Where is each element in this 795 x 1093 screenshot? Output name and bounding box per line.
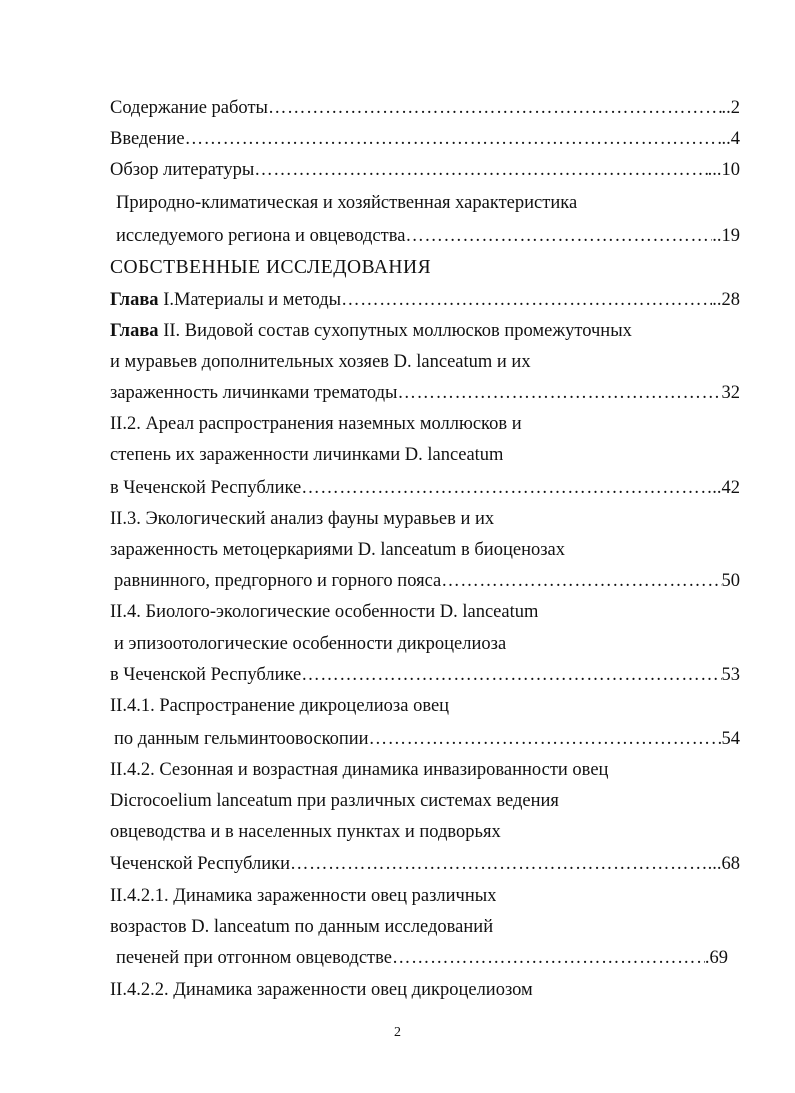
toc-page-number: ...68 bbox=[707, 854, 740, 874]
toc-entry-text: II.4. Биолого-экологические особенности D. lanceatum bbox=[110, 602, 539, 622]
chapter-label: Глава bbox=[110, 321, 159, 341]
toc-entry-2-4-2-line4 bbox=[110, 850, 740, 878]
toc-page-number: ...10 bbox=[707, 160, 740, 180]
toc-entry-text: Обзор литературы bbox=[110, 160, 255, 180]
leader-dots bbox=[301, 474, 712, 502]
toc-entry-2-2-line1 bbox=[110, 410, 522, 438]
leader-dots bbox=[441, 567, 721, 595]
toc-page-number: ..42 bbox=[712, 478, 740, 498]
toc-entry-2-4-line2 bbox=[114, 630, 506, 658]
toc-entry-text: Введение bbox=[110, 129, 185, 149]
page-number: 2 bbox=[394, 1025, 401, 1040]
toc-entry-2-4-1-line1 bbox=[110, 692, 449, 720]
toc-entry-text: по данным гельминтоовоскопии bbox=[114, 729, 369, 749]
toc-entry-text: II.4.1. Распространение дикроцелиоза овец bbox=[110, 696, 450, 716]
toc-entry-text: зараженность метоцеркариями D. lanceatum в биоценозах bbox=[110, 540, 565, 560]
toc-entry-text: зараженность личинками трематоды bbox=[110, 383, 398, 403]
leader-dots bbox=[397, 379, 721, 407]
toc-entry-2-4-2-line2 bbox=[110, 787, 559, 815]
leader-dots bbox=[185, 125, 722, 153]
toc-entry-text: II.4.2. Сезонная и возрастная динамика инвазированности овец bbox=[110, 760, 609, 780]
chapter-title: II. Видовой состав сухопутных моллюсков промежуточных bbox=[158, 321, 632, 341]
chapter-label: Глава bbox=[110, 290, 159, 310]
toc-entry-2-4-line3 bbox=[110, 661, 740, 689]
section-heading-own-research bbox=[110, 254, 431, 282]
toc-entry-text bbox=[110, 317, 632, 345]
toc-page-number: 53 bbox=[721, 665, 740, 685]
toc-entry-review bbox=[110, 156, 740, 184]
toc-entry-text: овцеводства и в населенных пунктах и подворьях bbox=[110, 822, 501, 842]
toc-entry-2-3-line2 bbox=[110, 536, 565, 564]
toc-entry-2-4-2-1-line2 bbox=[110, 913, 493, 941]
toc-entry-2-4-line1 bbox=[110, 598, 538, 626]
toc-entry-2-4-2-line1 bbox=[110, 756, 608, 784]
leader-dots bbox=[405, 222, 712, 250]
toc-page-number: ..28 bbox=[712, 290, 740, 310]
toc-entry-text: II.2. Ареал распространения наземных моллюсков и bbox=[110, 414, 522, 434]
toc-entry-contents bbox=[110, 94, 740, 122]
toc-entry-text: и эпизоотологические особенности дикроцелиоза bbox=[114, 634, 507, 654]
toc-entry-2-4-2-2-line1 bbox=[110, 976, 533, 1004]
toc-page-number: .69 bbox=[704, 948, 728, 968]
toc-entry-intro bbox=[110, 125, 740, 153]
toc-page-number: ..4 bbox=[721, 129, 740, 149]
toc-entry-text: II.3. Экологический анализ фауны муравьев и их bbox=[110, 509, 495, 529]
leader-dots bbox=[301, 661, 721, 689]
toc-entry-text: II.4.2.1. Динамика зараженности овец различных bbox=[110, 886, 497, 906]
section-heading-text: СОБСТВЕННЫЕ ИССЛЕДОВАНИЯ bbox=[110, 257, 432, 278]
toc-entry-text: Чеченской Республики bbox=[110, 854, 291, 874]
toc-entry-text: Содержание работы bbox=[110, 98, 268, 118]
toc-entry-text: в Чеченской Республике bbox=[110, 665, 302, 685]
toc-entry-text: степень их зараженности личинками D. lanceatum bbox=[110, 445, 504, 465]
toc-entry-2-2-line3 bbox=[110, 474, 740, 502]
chapter-title: I.Материалы и методы bbox=[158, 290, 342, 310]
toc-entry-chapter-2-line3 bbox=[110, 379, 740, 407]
toc-entry-natural-line1 bbox=[116, 189, 577, 217]
toc-page-number: 32 bbox=[721, 383, 740, 403]
toc-entry-text bbox=[110, 286, 341, 314]
toc-page-number: 50 bbox=[721, 571, 740, 591]
toc-entry-chapter-1 bbox=[110, 286, 740, 314]
toc-entry-text: исследуемого региона и овцеводства bbox=[116, 226, 406, 246]
toc-entry-2-4-2-1-line3 bbox=[116, 944, 728, 972]
toc-entry-text: Dicrocoelium lanceatum при различных системах ведения bbox=[110, 791, 559, 811]
toc-entry-text: и муравьев дополнительных хозяев D. lanceatum и их bbox=[110, 352, 531, 372]
toc-entry-text: равнинного, предгорного и горного пояса bbox=[114, 571, 442, 591]
leader-dots bbox=[254, 156, 707, 184]
toc-entry-chapter-2-line2 bbox=[110, 348, 531, 376]
leader-dots bbox=[341, 286, 712, 314]
toc-entry-chapter-2-line1 bbox=[110, 317, 632, 345]
toc-entry-natural-line2 bbox=[116, 222, 740, 250]
toc-page-number: ..19 bbox=[712, 226, 740, 246]
toc-entry-text: II.4.2.2. Динамика зараженности овец дикроцелиозом bbox=[110, 980, 533, 1000]
toc-page-number: ..2 bbox=[721, 98, 740, 118]
leader-dots bbox=[290, 850, 708, 878]
leader-dots bbox=[369, 725, 722, 753]
toc-entry-text: в Чеченской Республике bbox=[110, 478, 302, 498]
toc-entry-2-3-line1 bbox=[110, 505, 494, 533]
toc-entry-text: возрастов D. lanceatum по данным исследований bbox=[110, 917, 494, 937]
toc-entry-text: Природно-климатическая и хозяйственная характеристика bbox=[116, 193, 578, 213]
toc-entry-2-4-2-line3 bbox=[110, 818, 501, 846]
toc-entry-2-4-1-line2 bbox=[114, 725, 740, 753]
leader-dots bbox=[268, 94, 722, 122]
toc-entry-2-4-2-1-line1 bbox=[110, 882, 496, 910]
toc-entry-2-2-line2 bbox=[110, 441, 503, 469]
toc-entry-2-3-line3 bbox=[114, 567, 740, 595]
leader-dots bbox=[392, 944, 705, 972]
toc-entry-text: печеней при отгонном овцеводстве bbox=[116, 948, 392, 968]
toc-page-number: 54 bbox=[721, 729, 740, 749]
